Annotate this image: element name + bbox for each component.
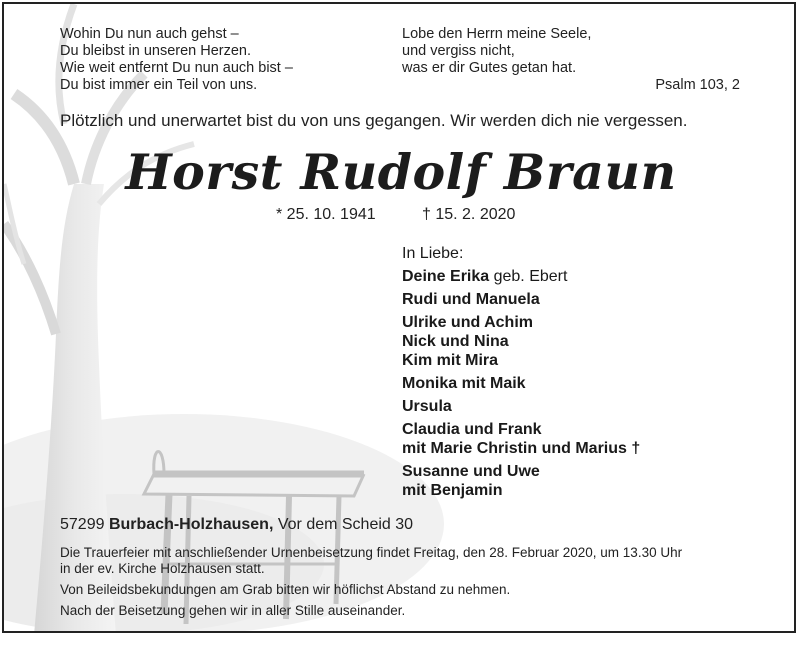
obituary-frame [2,2,796,633]
verse-left-line: Du bist immer ein Teil von uns. [60,77,258,93]
mourner-name: Deine Erika [402,268,490,285]
info-line: in der ev. Kirche Holzhausen statt. [60,561,265,576]
mourner-entry [402,267,640,286]
mourner-entry: Kim mit Mira [402,352,499,369]
verse-left [60,26,293,94]
address-town: Burbach-Holzhausen, [108,516,274,533]
tree-bench-illustration [4,4,796,633]
mourner-entry: mit Marie Christin und Marius † [402,440,641,457]
verse-left-line: Wie weit entfernt Du nun auch bist – [60,60,293,76]
death-date: † 15. 2. 2020 [422,206,516,223]
verse-right [402,26,591,77]
intro-text: Plötzlich und unerwartet bist du von uns gegangen. Wir werden dich nie vergessen. [60,111,688,130]
mourner-entry: Susanne und Uwe [402,463,540,480]
mourner-entry: Rudi und Manuela [402,291,540,308]
verse-left-line: Du bleibst in unseren Herzen. [60,43,252,59]
verse-right-line: und vergiss nicht, [402,43,515,59]
mourners-heading: In Liebe: [402,245,464,262]
mourner-entry: Claudia und Frank [402,421,542,438]
info-line: Nach der Beisetzung gehen wir in aller Stille auseinander. [60,603,406,618]
mourner-entry: Ursula [402,398,452,415]
birth-date: * 25. 10. 1941 [276,206,376,223]
address [60,516,413,534]
mourners-list [402,244,640,500]
info-line: Von Beileidsbekundungen am Grab bitten wir höflichst Abstand zu nehmen. [60,582,511,597]
address-street: Vor dem Scheid 30 [273,516,414,533]
deceased-name: Horst Rudolf Braun [125,143,677,201]
info-line: Die Trauerfeier mit anschließender Urnenbeisetzung findet Freitag, den 28. Februar 2020, um 13.30 Uhr [60,545,683,560]
verse-right-line: was er dir Gutes getan hat. [402,60,577,76]
funeral-info [60,545,682,619]
mourner-entry: Nick und Nina [402,333,509,350]
mourner-entry: Monika mit Maik [402,375,526,392]
mourner-entry: mit Benjamin [402,482,503,499]
mourner-entry: Ulrike und Achim [402,314,533,331]
psalm-reference: Psalm 103, 2 [655,77,740,93]
verse-right-line: Lobe den Herrn meine Seele, [402,26,592,42]
verse-left-line: Wohin Du nun auch gehst – [60,26,239,42]
address-postcode: 57299 [60,516,109,533]
mourner-maiden-name: geb. Ebert [489,268,568,285]
